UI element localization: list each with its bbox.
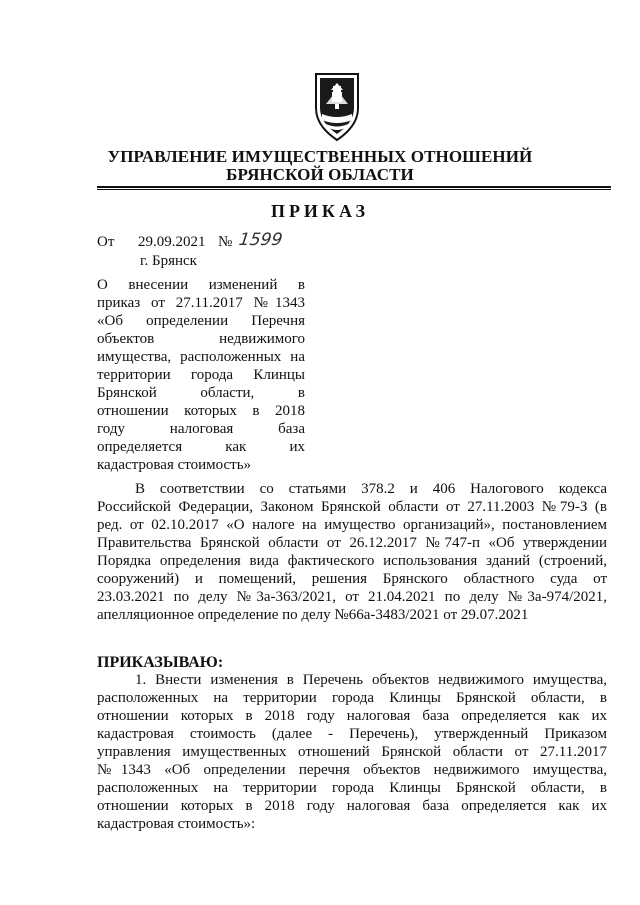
subject-block <box>97 276 305 474</box>
item-line: 1. Внести изменения в Перечень объектов недвижимого имущества, <box>135 672 607 688</box>
item-line: №1343 «Об определении перечня объектов недвижимого имущества, <box>97 762 607 778</box>
coat-of-arms-icon <box>312 70 362 142</box>
city-label: г. Брянск <box>140 253 197 269</box>
preamble-line: апелляционное определение по делу №66а-3483/2021 от 29.07.2021 <box>97 607 529 623</box>
document-number: 1599 <box>237 230 284 250</box>
subject-line: году налоговая база <box>97 421 305 437</box>
item-line: отношении которых в 2018 году налоговая база определяется как их <box>97 708 607 724</box>
item-line: расположенных на территории города Клинцы Брянской области, в <box>97 780 607 796</box>
preamble-line: 23.03.2021 по делу №3а-363/2021, от 21.04.2021 по делу №3а-974/2021, <box>97 589 607 605</box>
item-line: кадастровая стоимость»: <box>97 816 256 832</box>
item-line: кадастровая стоимость (далее - Перечень), утвержденный Приказом <box>97 726 607 742</box>
subject-line: имущества, расположенных на <box>97 349 305 365</box>
subject-line: Брянской области, в <box>97 385 305 401</box>
decree-item-1 <box>97 671 607 833</box>
subject-line: кадастровая стоимость» <box>97 457 252 473</box>
document-title: ПРИКАЗ <box>270 201 370 221</box>
preamble-line: сооружений) и помещений, решения Брянского областного суда от <box>97 571 607 587</box>
subject-line: приказ от 27.11.2017 №1343 <box>97 295 305 311</box>
preamble-line: В соответствии со статьями 378.2 и 406 Налогового кодекса <box>135 481 607 497</box>
preamble-line: Российской Федерации, Законом Брянской области от 27.11.2003 №79-З (в <box>97 499 607 515</box>
header-divider-thin <box>97 189 611 190</box>
item-line: отношении которых в 2018 году налоговая база определяется как их <box>97 798 607 814</box>
org-name-line2: БРЯНСКОЙ ОБЛАСТИ <box>226 165 414 184</box>
subject-line: территории города Клинцы <box>97 367 305 383</box>
subject-line: отношении которых в 2018 <box>97 403 305 419</box>
subject-line: «Об определении Перечня <box>97 313 305 329</box>
from-label: От <box>97 234 115 250</box>
decree-heading: ПРИКАЗЫВАЮ: <box>97 654 224 671</box>
preamble-paragraph <box>97 480 607 624</box>
preamble-line: Порядка определения вида фактического использования зданий (строений, <box>97 553 607 569</box>
header-divider-thick <box>97 186 611 188</box>
subject-line: объектов недвижимого <box>97 331 305 347</box>
org-name-line1: УПРАВЛЕНИЕ ИМУЩЕСТВЕННЫХ ОТНОШЕНИЙ <box>107 147 533 166</box>
number-sign: № <box>218 234 233 250</box>
preamble-line: ред. от 02.10.2017 «О налоге на имущество организаций», постановлением <box>97 517 607 533</box>
subject-line: определяется как их <box>97 439 305 455</box>
subject-line: О внесении изменений в <box>97 277 305 293</box>
item-line: расположенных на территории города Клинцы Брянской области, в <box>97 690 607 706</box>
document-date: 29.09.2021 <box>138 234 206 250</box>
preamble-line: Правительства Брянской области от 26.12.2017 №747-п «Об утверждении <box>97 535 607 551</box>
item-line: управления имущественных отношений Брянской области от 27.11.2017 <box>97 744 607 760</box>
